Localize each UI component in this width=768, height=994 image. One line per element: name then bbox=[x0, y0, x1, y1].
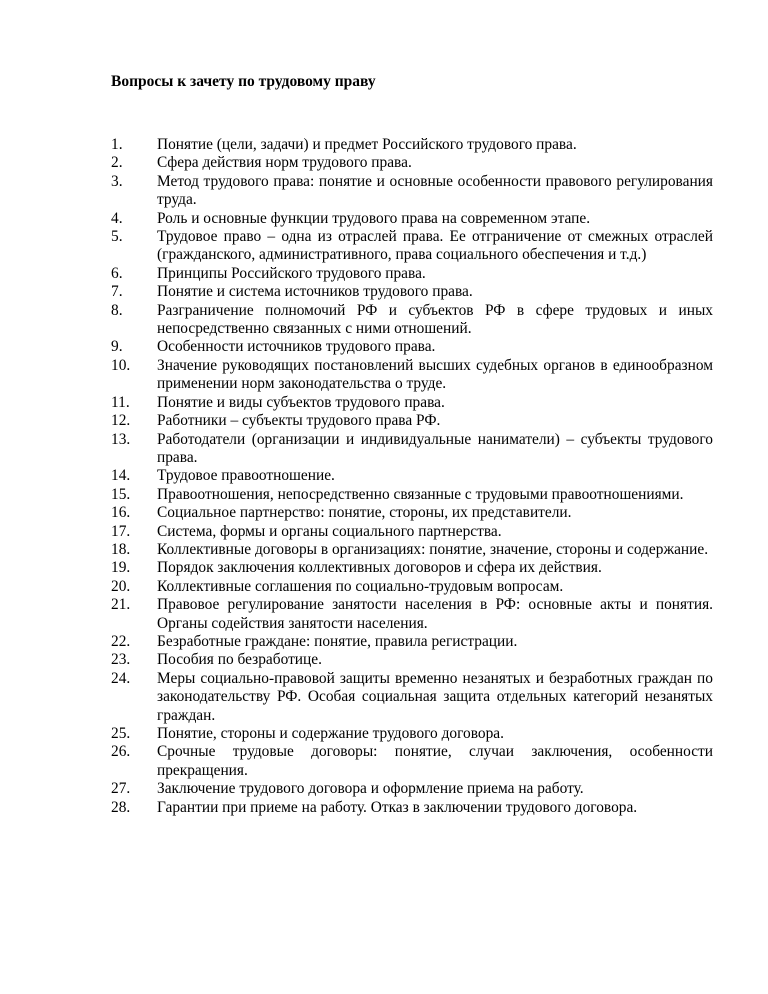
question-text: Работодатели (организации и индивидуальные наниматели) – субъекты трудового права. bbox=[157, 430, 713, 466]
question-number: 10. bbox=[111, 356, 131, 374]
question-number: 20. bbox=[111, 577, 131, 595]
question-text: Работники – субъекты трудового права РФ. bbox=[157, 412, 441, 430]
question-text: Правоотношения, непосредственно связанные с трудовыми правоотношениями. bbox=[157, 485, 684, 503]
question-text: Безработные граждане: понятие, правила регистрации. bbox=[157, 632, 518, 650]
question-number: 13. bbox=[111, 430, 131, 448]
question-text: Трудовое правоотношение. bbox=[157, 467, 335, 485]
question-item bbox=[111, 651, 713, 669]
question-text: Особенности источников трудового права. bbox=[157, 338, 436, 356]
question-text: Срочные трудовые договоры: понятие, случаи заключения, особенности прекращения. bbox=[157, 743, 713, 779]
question-item bbox=[111, 633, 713, 651]
question-item bbox=[111, 541, 713, 559]
question-item bbox=[111, 265, 713, 283]
question-item bbox=[111, 412, 713, 430]
question-item bbox=[111, 302, 713, 339]
question-item bbox=[111, 467, 713, 485]
question-text: Правовое регулирование занятости населения в РФ: основные акты и понятия. Органы содействия занятости населения. bbox=[157, 596, 713, 632]
question-item bbox=[111, 799, 713, 817]
question-number: 28. bbox=[111, 798, 131, 816]
question-item bbox=[111, 338, 713, 356]
question-text: Значение руководящих постановлений высших судебных органов в единообразном применении норм законодательства о труде. bbox=[157, 356, 713, 393]
question-text: Меры социально-правовой защиты временно незанятых и безработных граждан по законодательству РФ. Особая социальная защита отдельных категорий незанятых граждан. bbox=[157, 669, 713, 724]
question-text: Метод трудового права: понятие и основные особенности правового регулирования труда. bbox=[157, 172, 713, 209]
question-item bbox=[111, 743, 713, 780]
question-item bbox=[111, 780, 713, 798]
question-number: 9. bbox=[111, 338, 123, 356]
question-item bbox=[111, 670, 713, 725]
question-item bbox=[111, 523, 713, 541]
question-number: 15. bbox=[111, 485, 131, 503]
question-number: 12. bbox=[111, 412, 131, 430]
question-text: Трудовое право – одна из отраслей права. Ее отграничение от смежных отраслей (гражданского, административного, права социального обеспечения и т.д.) bbox=[157, 228, 713, 264]
question-number: 19. bbox=[111, 559, 131, 577]
question-number: 8. bbox=[111, 301, 123, 319]
question-number: 26. bbox=[111, 743, 131, 761]
question-text: Понятие (цели, задачи) и предмет Российского трудового права. bbox=[157, 136, 577, 153]
question-number: 16. bbox=[111, 504, 131, 522]
question-text: Понятие, стороны и содержание трудового договора. bbox=[157, 725, 504, 742]
document-title: Вопросы к зачету по трудовому праву bbox=[111, 73, 376, 90]
question-text: Коллективные договоры в организациях: понятие, значение, стороны и содержание. bbox=[157, 540, 709, 558]
question-number: 5. bbox=[111, 228, 123, 246]
question-item bbox=[111, 486, 713, 504]
question-item bbox=[111, 504, 713, 522]
question-number: 11. bbox=[111, 393, 130, 411]
question-number: 18. bbox=[111, 540, 131, 558]
question-item bbox=[111, 136, 713, 154]
question-number: 2. bbox=[111, 154, 123, 172]
questions-list bbox=[111, 136, 713, 817]
question-number: 14. bbox=[111, 467, 131, 485]
question-number: 25. bbox=[111, 725, 131, 742]
question-number: 4. bbox=[111, 209, 123, 227]
question-item bbox=[111, 228, 713, 265]
question-text: Роль и основные функции трудового права на современном этапе. bbox=[157, 209, 591, 227]
question-number: 6. bbox=[111, 264, 123, 282]
question-item bbox=[111, 154, 713, 172]
question-item bbox=[111, 357, 713, 394]
question-item bbox=[111, 596, 713, 633]
question-item bbox=[111, 431, 713, 468]
question-text: Принципы Российского трудового права. bbox=[157, 264, 426, 282]
question-item bbox=[111, 394, 713, 412]
question-number: 1. bbox=[111, 136, 123, 153]
question-number: 7. bbox=[111, 283, 123, 301]
question-number: 22. bbox=[111, 632, 131, 650]
question-item bbox=[111, 578, 713, 596]
question-text: Сфера действия норм трудового права. bbox=[157, 154, 412, 172]
question-number: 24. bbox=[111, 669, 131, 687]
question-text: Порядок заключения коллективных договоров и сфера их действия. bbox=[157, 559, 602, 577]
question-text: Коллективные соглашения по социально-трудовым вопросам. bbox=[157, 577, 564, 595]
question-text: Разграничение полномочий РФ и субъектов РФ в сфере трудовых и иных непосредственно связанных с ними отношений. bbox=[157, 301, 713, 338]
question-item bbox=[111, 559, 713, 577]
question-text: Пособия по безработице. bbox=[157, 651, 322, 669]
question-number: 21. bbox=[111, 596, 131, 614]
question-text: Понятие и виды субъектов трудового права. bbox=[157, 393, 445, 411]
question-text: Гарантии при приеме на работу. Отказ в заключении трудового договора. bbox=[157, 798, 638, 816]
question-item bbox=[111, 725, 713, 743]
question-number: 17. bbox=[111, 522, 131, 540]
question-number: 27. bbox=[111, 780, 131, 798]
question-number: 23. bbox=[111, 651, 131, 669]
question-text: Понятие и система источников трудового права. bbox=[157, 283, 473, 301]
question-text: Заключение трудового договора и оформление приема на работу. bbox=[157, 780, 584, 798]
question-item bbox=[111, 283, 713, 301]
question-item bbox=[111, 173, 713, 210]
question-text: Социальное партнерство: понятие, стороны, их представители. bbox=[157, 504, 572, 522]
question-number: 3. bbox=[111, 172, 123, 190]
question-text: Система, формы и органы социального партнерства. bbox=[157, 522, 502, 540]
question-item bbox=[111, 210, 713, 228]
